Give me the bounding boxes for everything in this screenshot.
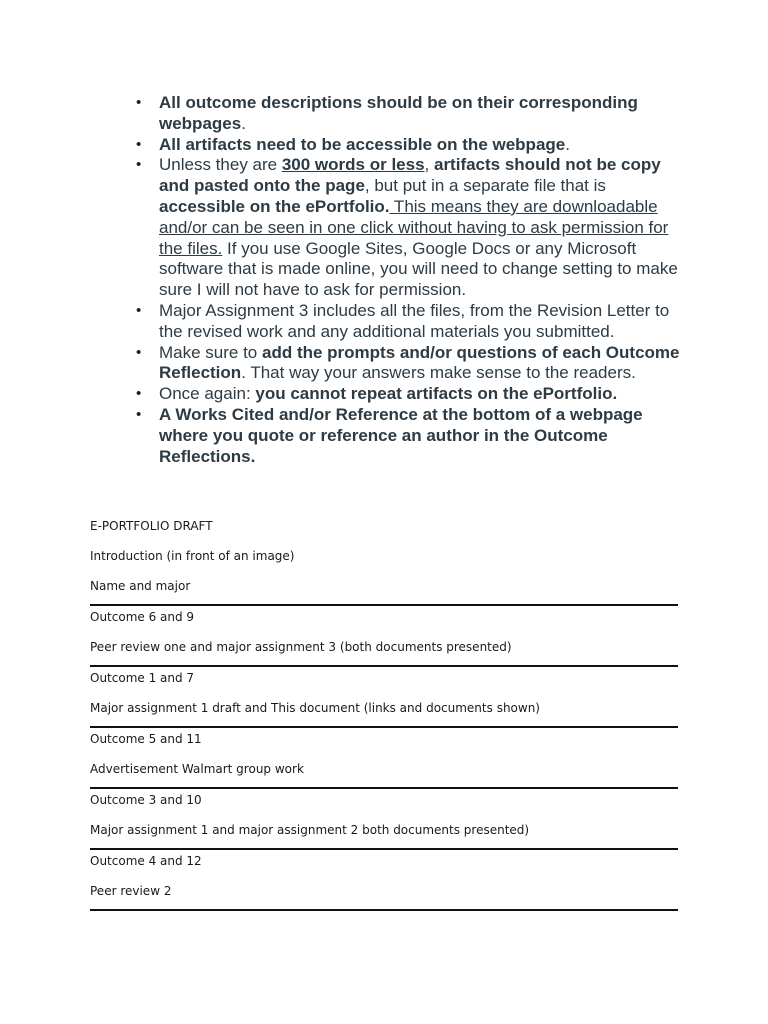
draft-line: Outcome 3 and 10 [90,793,202,807]
bullet-item [132,301,680,343]
draft-line: Introduction (in front of an image) [90,549,295,563]
draft-line: Peer review 2 [90,880,678,911]
bullet-text-run: . [384,196,390,216]
bullet-text-run: . That way your answers make sense to the readers. [241,363,636,383]
bullet-text-run: , but put in a separate file that is [364,176,606,196]
bullet-text-run: , [424,155,434,175]
bullet-text-run: Make sure to [159,342,262,362]
bullet-text-run: 300 words or less [281,155,425,175]
draft-line: Outcome 6 and 9 [90,610,195,624]
bullet-item [132,93,680,135]
draft-line: Outcome 4 and 12 [90,854,202,868]
bullet-text-run: you cannot repeat artifacts on the ePortfolio. [255,384,618,404]
bullet-text-run: All outcome descriptions should be on their corresponding webpages [159,93,638,133]
bullet-text-run: artifacts should not be copy and pasted onto the page [159,155,661,196]
bullet-text-run: accessible on the ePortfolio [159,196,385,216]
bullet-item [132,343,680,385]
draft-line: Name and major [90,575,678,606]
bullet-text-run: A Works Cited and/or Reference at the bottom of a webpage where you quote or reference an author in the Outcome Reflections. [159,404,643,466]
bullet-text-run: Unless they are [159,155,282,175]
bullet-item [132,405,680,467]
bullet-text-run: . [241,113,246,133]
draft-line: Outcome 1 and 7 [90,671,195,685]
bullet-item [132,384,680,405]
draft-line: Major assignment 1 draft and This document (links and documents shown) [90,697,678,728]
bullet-text-run: . [565,134,570,154]
draft-line: Advertisement Walmart group work [90,758,678,789]
bullet-text-run: Once again: [159,384,256,404]
bullet-text-run: All artifacts need to be accessible on the webpage [159,134,566,154]
bullet-text-run: If you use Google Sites, Google Docs or any Microsoft software that is made online, you will need to change setting to make sure I will not have to ask for permission. [159,238,678,300]
draft-line: Major assignment 1 and major assignment 2 both documents presented) [90,819,678,850]
draft-line: Peer review one and major assignment 3 (both documents presented) [90,636,678,667]
draft-line: Outcome 5 and 11 [90,732,202,746]
eportfolio-draft-section [90,515,678,911]
requirements-list [132,93,680,467]
bullet-text-run: Major Assignment 3 includes all the files, from the Revision Letter to the revised work and any additional materials you submitted. [159,300,670,341]
bullet-text-run: add the prompts and/or questions of each Outcome Reflection [159,342,680,383]
draft-heading: E-PORTFOLIO DRAFT [90,519,213,533]
bullet-item [132,135,680,156]
bullet-item [132,155,680,301]
bullet-text-run: This means they are downloadable and/or can be seen in one click without having to ask permission for the files. [159,196,669,258]
